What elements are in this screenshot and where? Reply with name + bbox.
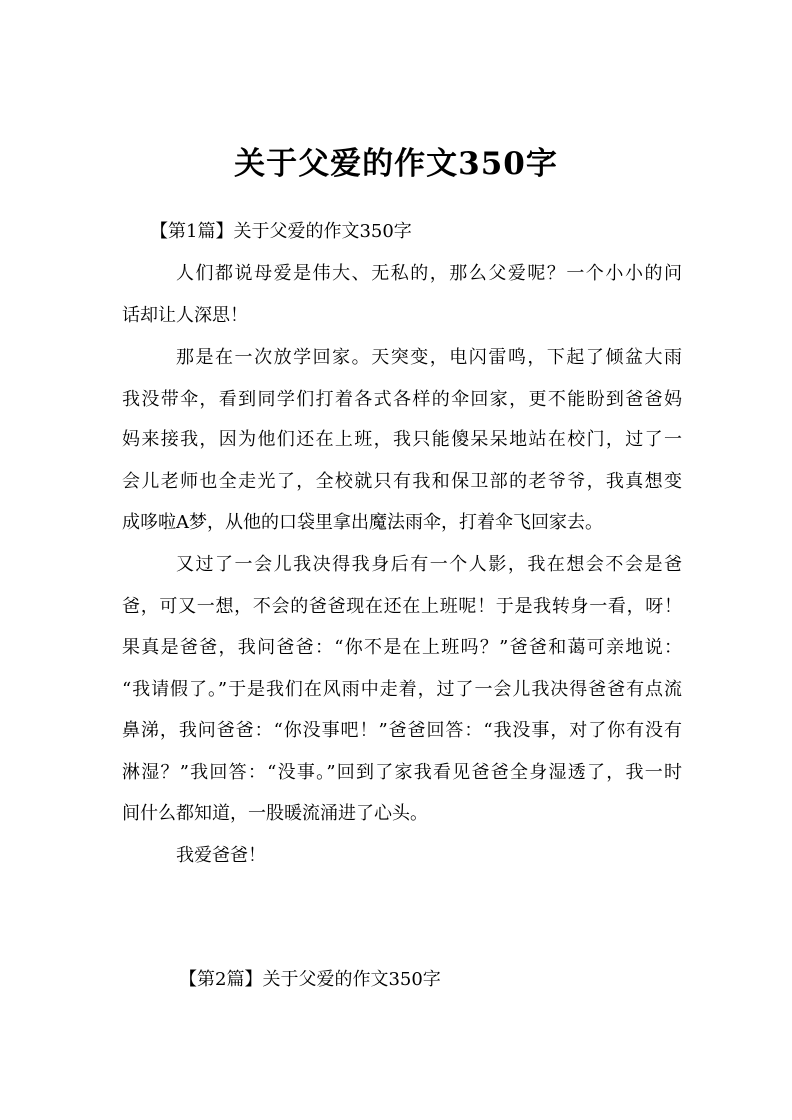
document-title: 关于父爱的作文350字 — [234, 146, 558, 182]
paragraph-line: 淋湿？”我回答：“没事。”回到了家我看见爸爸全身湿透了，我一时 — [122, 762, 682, 783]
paragraph-line: 话却让人深思！ — [122, 305, 248, 326]
paragraph-line: 间什么都知道，一股暖流涌进了心头。 — [122, 803, 428, 824]
paragraph-line: 妈来接我，因为他们还在上班，我只能傻呆呆地站在校门，过了一 — [122, 429, 682, 450]
paragraph-line: 会儿老师也全走光了，全校就只有我和保卫部的老爷爷，我真想变 — [122, 471, 682, 492]
paragraph-line: 又过了一会儿我决得我身后有一个人影，我在想会不会是爸 — [176, 554, 682, 575]
paragraph-line: 我没带伞，看到同学们打着各式各样的伞回家，更不能盼到爸爸妈 — [122, 389, 682, 410]
paragraph-line: 成哆啦A梦，从他的口袋里拿出魔法雨伞，打着伞飞回家去。 — [122, 512, 603, 533]
paragraph-line: 我爱爸爸！ — [176, 845, 266, 866]
paragraph-line: 果真是爸爸，我问爸爸：“你不是在上班吗？”爸爸和蔼可亲地说： — [122, 637, 682, 658]
paragraph-line: “我请假了。”于是我们在风雨中走着，过了一会儿我决得爸爸有点流 — [122, 679, 682, 700]
paragraph-line: 爸，可又一想，不会的爸爸现在还在上班呢！于是我转身一看，呀！ — [122, 596, 682, 617]
paragraph-line: 人们都说母爱是伟大、无私的，那么父爱呢？一个小小的问 — [176, 263, 682, 284]
paragraph-line: 鼻涕，我问爸爸：“你没事吧！”爸爸回答：“我没事，对了你有没有 — [122, 720, 682, 741]
section-1-heading: 【第1篇】关于父爱的作文350字 — [150, 221, 412, 242]
paragraph-line: 那是在一次放学回家。天突变，电闪雷鸣，下起了倾盆大雨 — [176, 347, 682, 368]
section-2-heading: 【第2篇】关于父爱的作文350字 — [179, 969, 441, 990]
